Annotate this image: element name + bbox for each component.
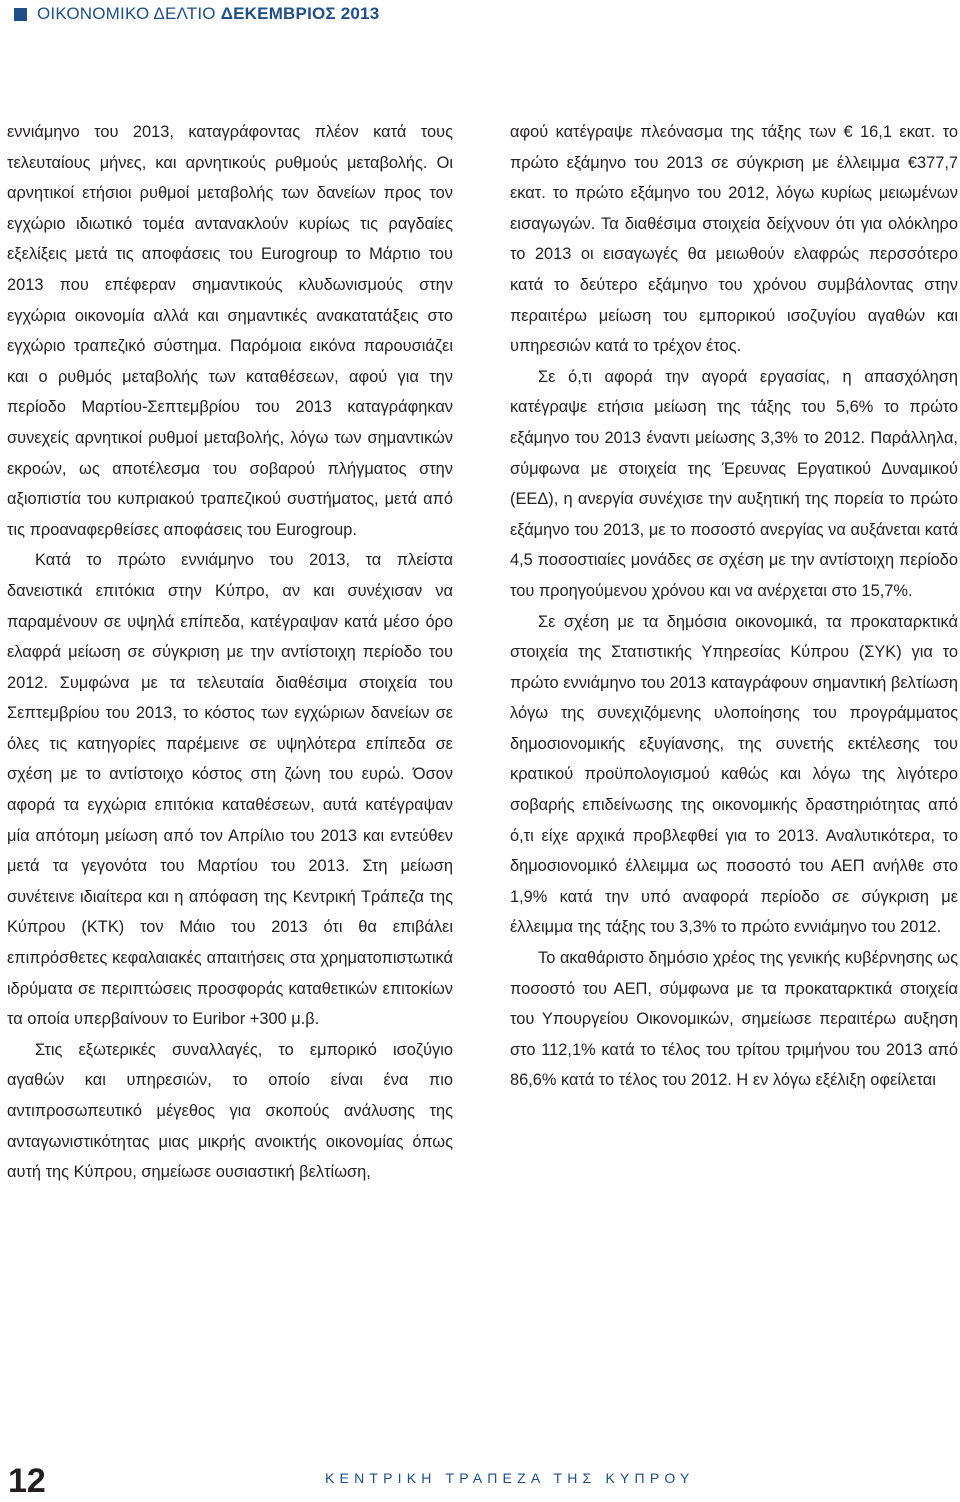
header-issue: ΔΕΚΕΜΒΡΙΟΣ 2013 (220, 4, 380, 23)
right-paragraph-1: αφού κατέγραψε πλεόνασμα της τάξης των € 16,1 εκατ. το πρώτο εξάμηνο του 2013 σε σύγκριση με έλλειμμα €377,7 εκατ. το πρώτο εξάμηνο του 2012, λόγω κυρίως μειωμένων εισαγωγών. Τα διαθέσιμα στοιχεία δείχνουν ότι για ολόκληρο το 2013 οι εισαγωγές θα μειωθούν ελαφρώς περσσότερο κατά το δεύτερο εξάμηνο του χρόνου συμβάλοντας στην περαιτέρω μείωση του εμπορικού ισοζυγίου αγαθών και υπηρεσιών κατά το τρέχον έτος. (510, 123, 958, 356)
right-paragraph-2: Σε ό,τι αφορά την αγορά εργασίας, η απασχόληση κατέγραψε ετήσια μείωση της τάξης του 5,6% το πρώτο εξάμηνο του 2013 έναντι μείωσης 3,3% το 2012. Παράλληλα, σύμφωνα με στοιχεία της Έρευνας Εργατικού Δυναμικού (ΕΕΔ), η ανεργία συνέχισε την αυξητική της πορεία το πρώτο εξάμηνο του 2013, με το ποσοστό ανεργίας να αυξάνεται κατά 4,5 ποσοστιαίες μονάδες σε σχέση με την αντίστοιχη περίοδο του προηγούμενου χρόνου και να ανέρχεται στο 15,7%. (510, 367, 958, 600)
left-paragraph-3: Στις εξωτερικές συναλλαγές, το εμπορικό ισοζύγιο αγαθών και υπηρεσιών, το οποίο είναι ένα πιο αντιπροσωπευτικό μέγεθος για σκοπούς ανάλυσης της ανταγωνιστικότητας μιας μικρής ανοικτής οικονομίας όπως αυτή της Κύπρου, σημείωσε ουσιαστική βελτίωση, (7, 1040, 453, 1182)
left-column (7, 117, 453, 1188)
right-column (510, 117, 958, 1096)
publisher-name: ΚΕΝΤΡΙΚΗ ΤΡΑΠΕΖΑ ΤΗΣ ΚΥΠΡΟΥ (325, 1470, 695, 1486)
header-square-icon (14, 8, 27, 21)
running-header (14, 0, 379, 28)
right-paragraph-4: Το ακαθάριστο δημόσιο χρέος της γενικής κυβέρνησης ως ποσοστό του ΑΕΠ, σύμφωνα με τα προκαταρκτικά στοιχεία του Υπουργείου Οικονομικών, σημείωσε περαιτέρω αυξηση στο 112,1% κατά το τέλος του τρίτου τριμήνου του 2013 από 86,6% κατά το τέλος του 2012. Η εν λόγω εξέλιξη οφείλεται (510, 949, 958, 1090)
page-number: 12 (8, 1462, 46, 1500)
right-paragraph-3: Σε σχέση με τα δημόσια οικονομικά, τα προκαταρκτικά στοιχεία της Στατιστικής Υπηρεσίας Κύπρου (ΣΥΚ) για το πρώτο εννιάμηνο του 2013 καταγράφουν σημαντική βελτίωση λόγω της συνεχιζόμενης υλοποίησης του προγράμματος δημοσιονομικής εξυγίανσης, της συνετής εκτέλεσης του κρατικού προϋπολογισμού καθώς και λόγω της λιγότερο σοβαρής επιδείνωσης της οικονομικής δραστηριότητας από ό,τι είχε αρχικά προβλεφθεί για το 2013. Αναλυτικότερα, το δημοσιονομικό έλλειμμα ως ποσοστό του ΑΕΠ ανήλθε στο 1,9% κατά την υπό αναφορά περίοδο σε σύγκριση με έλλειμμα της τάξης του 3,3% το πρώτο εννιάμηνο του 2012. (510, 612, 958, 937)
left-paragraph-1: εννιάμηνο του 2013, καταγράφοντας πλέον κατά τους τελευταίους μήνες, και αρνητικούς ρυθμούς μεταβολής. Οι αρνητικοί ετήσιοι ρυθμοί μεταβολής των δανείων προς τον εγχώριο ιδιωτικό τομέα αντανακλούν κυρίως τις ραγδαίες εξελίξεις μετά τις αποφάσεις του Eurogroup το Μάρτιο του 2013 που επέφεραν σημαντικούς κλυδωνισμούς στην εγχώρια οικονομία αλλά και σημαντικές ανακατατάξεις στο εγχώριο τραπεζικό σύστημα. Παρόμοια εικόνα παρουσιάζει και ο ρυθμός μεταβολής των καταθέσεων, αφού για την περίοδο Μαρτίου-Σεπτεμβρίου του 2013 καταγράφηκαν συνεχείς αρνητικοί ρυθμοί μεταβολής, λόγω των σημαντικών εκροών, ως αποτέλεσμα του σοβαρού πλήγματος στην αξιοπιστία του κυπριακού τραπεζικού συστήματος, μετά από τις προαναφερθείσες αποφάσεις του Eurogroup. (7, 123, 453, 539)
left-paragraph-2: Κατά το πρώτο εννιάμηνο του 2013, τα πλείστα δανειστικά επιτόκια στην Κύπρο, αν και συνέχισαν να παραμένουν σε υψηλά επίπεδα, κατέγραψαν κατά μέσο όρο ελαφρά μείωση σε σύγκριση με την αντίστοιχη περίοδο του 2012. Συμφώνα με τα τελευταία διαθέσιμα στοιχεία του Σεπτεμβρίου του 2013, το κόστος των εγχώριων δανείων σε όλες τις κατηγορίες παρέμεινε σε υψηλότερα επίπεδα σε σχέση με το αντίστοιχο κόστος στη ζώνη του ευρώ. Όσον αφορά τα εγχώρια επιτόκια καταθέσεων, αυτά κατέγραψαν μία απότομη μείωση από τον Απρίλιο του 2013 και εντεύθεν μετά τα γεγονότα του Μαρτίου του 2013. Στη μείωση συνέτεινε ιδιαίτερα και η απόφαση της Κεντρική Τράπεζα της Κύπρου (ΚΤΚ) τον Μάιο του 2013 ότι θα επιβάλει επιπρόσθετες κεφαλαιακές απαιτήσεις στα χρηματοπιστωτικά ιδρύματα σε περιπτώσεις προσφοράς καταθετικών επιτοκίων τα οποία υπερβαίνουν το Euribor +300 μ.β. (7, 551, 453, 1029)
header-title: ΟΙΚΟΝΟΜΙΚΟ ΔΕΛΤΙΟ (37, 4, 216, 23)
